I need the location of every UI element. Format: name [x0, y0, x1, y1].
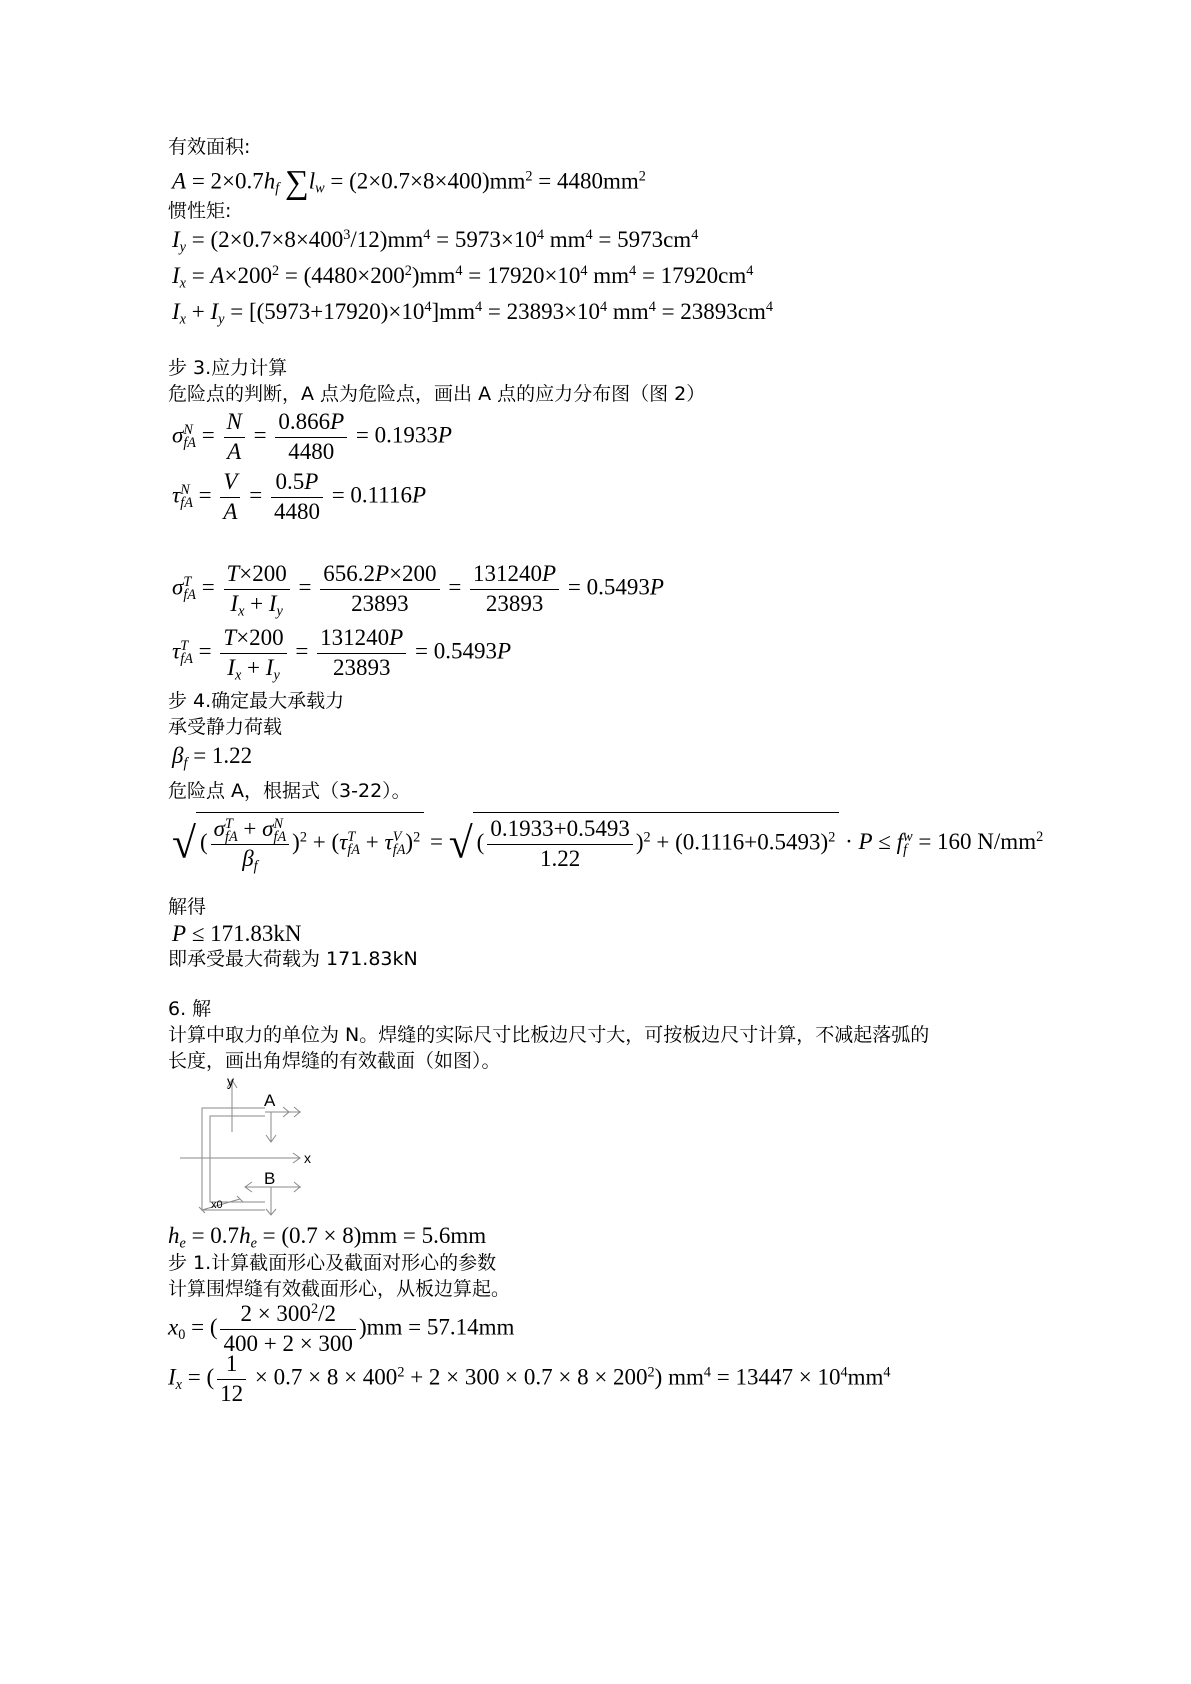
formula-x0: $x_0$ = ( $\frac{2 \times 300^2/2}{400 + 2 \times 300}$ )mm = 57.14mm [168, 1301, 515, 1356]
label-effective-area: 有效面积: [168, 136, 251, 158]
text-static-load: 承受静力荷载 [168, 716, 283, 738]
formula-sigma-t: σ T fA = $\frac{T\times 200}{I_x + I_y}$ = $\frac{656.2P\times 200}{23893}$ = $\frac{131240P}{23893}$ = 0.5493P [172, 561, 664, 620]
text-solve: 解得 [168, 896, 207, 918]
label-y-axis: y [227, 1073, 234, 1089]
heading-step3: 步 3.应力计算 [168, 357, 288, 379]
text-danger-judge: 危险点的判断，A 点为危险点，画出 A 点的应力分布图（图 2） [168, 383, 706, 405]
weld-section-figure [175, 1072, 335, 1220]
text-danger-A: 危险点 A，根据式（3-22）。 [168, 780, 411, 802]
formula-tau-n: τ N fA = $\frac{V}{A}$ = $\frac{0.5P}{4480}$ = 0.1116P [172, 469, 427, 524]
formula-ix: $I_x = A\times 200^2 = (4480\times 200^2)mm^4 = 17920\times 10^4$ $mm^4 = 17920cm^4$ [172, 263, 754, 292]
formula-ix-section: $I_x$ = ( $\frac{1}{12}$ × $0.7 \times 8 \times 400^2 + 2 \times 300 \times 0.7 \times 8 \times 200^2$) $mm^4 = 13447 \times 10^4mm^4$ [168, 1351, 891, 1406]
formula-combined: √ ( σ T fA + σ N fA $\beta_f$ )$^2$ + (τ T fA + τ V fA )$^2$ = √ ( $\frac{0.1933+0.5493}{1.22}$ )$^2 + (0.1116+0.5493)^2 \cdot P \le f$ w f = 160 $N/mm^2$ [172, 812, 1043, 876]
formula-iy: $I_y = (2\times 0.7\times 8\times 400^3/12)mm^4 = 5973\times 10^4$ $mm^4 = 5973cm^4$ [172, 227, 699, 256]
formula-he: $h_e = 0.7h_e = (0.7 \times 8)mm = 5.6mm$ [168, 1223, 487, 1252]
label-x0: x0 [211, 1199, 223, 1211]
label-x-axis: x [304, 1150, 311, 1166]
text-max-load: 即承受最大荷载为 171.83kN [168, 948, 418, 970]
text-paragraph-1: 计算中取力的单位为 N。焊缝的实际尺寸比板边尺寸大，可按板边尺寸计算，不减起落弧的 [168, 1024, 930, 1046]
label-point-B: B [264, 1169, 276, 1188]
heading-step4: 步 4.确定最大承载力 [168, 690, 345, 712]
formula-p-result: P ≤ 171.83kN [172, 921, 302, 946]
text-paragraph-2: 长度，画出角焊缝的有效截面（如图）。 [168, 1050, 501, 1072]
text-centroid: 计算围焊缝有效截面形心，从板边算起。 [168, 1278, 511, 1300]
heading-section-6: 6. 解 [168, 998, 212, 1020]
formula-beta: $\beta_f = 1.22$ [172, 743, 253, 772]
formula-sigma-n: σ N fA = $\frac{N}{A}$ = $\frac{0.866P}{4480}$ = 0.1933P [172, 409, 452, 464]
label-inertia: 惯性矩: [168, 200, 232, 222]
heading-step1: 步 1.计算截面形心及截面对形心的参数 [168, 1252, 497, 1274]
formula-ixiy: $I_x + I_y = [(5973+17920)\times 10^4]mm^4 = 23893\times 10^4$ $mm^4 = 23893cm^4$ [172, 299, 774, 328]
formula-tau-t: τ T fA = $\frac{T\times 200}{I_x + I_y}$ = $\frac{131240P}{23893}$ = 0.5493P [172, 625, 512, 684]
label-point-A: A [264, 1091, 276, 1110]
formula-area: $A = 2\times 0.7h_f$ $\sum l_w = (2\times 0.7\times 8\times 400)mm^2 = 4480mm^2$ [172, 164, 646, 201]
